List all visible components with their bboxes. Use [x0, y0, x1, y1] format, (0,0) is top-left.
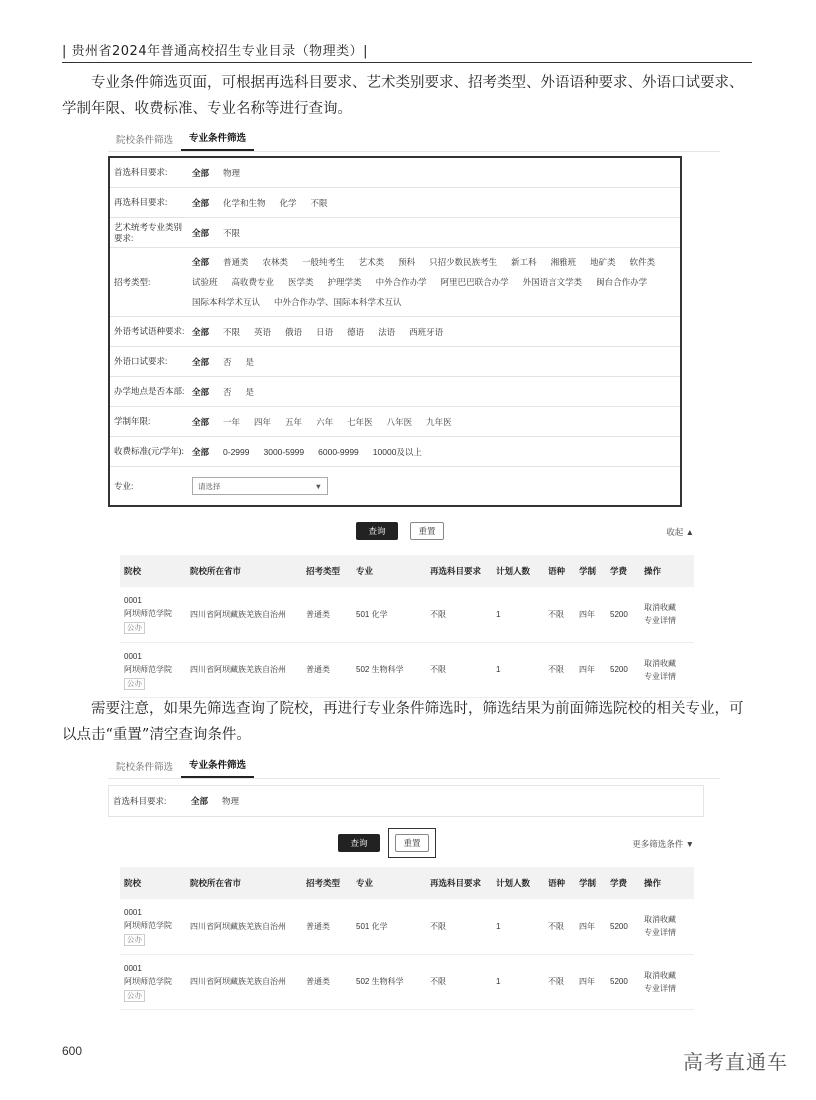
filter-option[interactable]: 是: [245, 386, 255, 397]
filter-option[interactable]: 中外合作办学: [375, 277, 427, 287]
type-cell: 普通类: [302, 642, 352, 697]
province-cell: 四川省阿坝藏族羌族自治州: [186, 899, 302, 954]
subject-cell: 不限: [426, 899, 492, 954]
lang-cell: 不限: [544, 899, 575, 954]
column-header: 学费: [606, 555, 640, 587]
type-cell: 普通类: [302, 954, 352, 1009]
filter-option[interactable]: 农林类: [262, 257, 289, 267]
school-name[interactable]: 阿坝师范学院: [124, 976, 172, 986]
action-cell: [640, 642, 694, 697]
filter-option[interactable]: 阿里巴巴联合办学: [440, 277, 509, 287]
filter-option[interactable]: 一般纯考生: [302, 257, 345, 267]
intro-paragraph: 专业条件筛选页面，可根据再选科目要求、艺术类别要求、招考类型、外语语种要求、外语口试要求、学制年限、收费标准、专业名称等进行查询。: [62, 75, 744, 117]
filter-option[interactable]: 全部: [192, 227, 210, 238]
filter-option[interactable]: 闽台合作办学: [596, 277, 648, 287]
filter-row: [110, 248, 680, 317]
filter-option[interactable]: 中外合作办学、国际本科学术互认: [274, 297, 402, 307]
page-number: 600: [62, 1044, 83, 1058]
column-header: 院校所在省市: [186, 867, 302, 899]
column-header: 专业: [352, 555, 426, 587]
filter-label: 首选科目要求:: [113, 795, 167, 806]
lang-cell: 不限: [544, 954, 575, 1009]
years-cell: 四年: [575, 642, 606, 697]
filter-row: [110, 377, 680, 407]
filter-option[interactable]: 外国语言文学类: [522, 277, 583, 287]
filter-option[interactable]: 化学和生物: [223, 197, 266, 208]
filter-row: [110, 317, 680, 347]
filter-option[interactable]: 全部: [192, 257, 210, 267]
years-cell: 四年: [575, 954, 606, 1009]
reset-button[interactable]: 重置: [410, 522, 444, 540]
major-detail-link[interactable]: 专业详情: [644, 983, 676, 993]
filter-option[interactable]: 只招少数民族考生: [429, 257, 498, 267]
major-select[interactable]: [192, 477, 328, 495]
filter-option[interactable]: 全部: [192, 416, 210, 427]
filter-option[interactable]: 九年医: [426, 416, 452, 427]
school-cell: [120, 899, 186, 954]
school-code: 0001: [124, 963, 142, 973]
filter-options: [192, 248, 680, 316]
major-detail-link[interactable]: 专业详情: [644, 928, 676, 938]
filter-option[interactable]: 四年: [254, 416, 272, 427]
column-header: 招考类型: [302, 555, 352, 587]
major-cell: 501 化学: [352, 587, 426, 642]
filter-options: [192, 348, 680, 376]
column-header: 计划人数: [492, 555, 544, 587]
tab-school-filter[interactable]: 院校条件筛选: [116, 135, 174, 146]
page-header: | 贵州省2024年普通高校招生专业目录（物理类）|: [62, 44, 368, 59]
tab-major-filter[interactable]: 专业条件筛选: [181, 130, 254, 151]
filter-options: [192, 318, 680, 346]
filter-option[interactable]: 物理: [223, 167, 241, 178]
filter-option[interactable]: 医学类: [288, 277, 314, 287]
filter-options: [192, 219, 680, 247]
filter-options: [192, 467, 680, 505]
filter-option[interactable]: 护理学类: [327, 277, 362, 287]
school-cell: [120, 587, 186, 642]
note-paragraph: 需要注意，如果先筛选查询了院校，再进行专业条件筛选时，筛选结果为前面筛选院校的相关专业，可以点击“重置”清空查询条件。: [62, 701, 744, 743]
filter-option[interactable]: 艺术类: [358, 257, 385, 267]
filter-option[interactable]: 软件类: [629, 257, 656, 267]
column-header: 院校: [120, 555, 186, 587]
major-cell: 502 生物科学: [352, 642, 426, 697]
filter-option[interactable]: 国际本科学术互认: [192, 297, 261, 307]
lang-cell: 不限: [544, 642, 575, 697]
filter-option[interactable]: 6000-9999: [318, 446, 359, 457]
filter-label: 艺术统考专业类别要求:: [114, 221, 183, 243]
filter-options: [191, 787, 703, 815]
school-name[interactable]: 阿坝师范学院: [124, 664, 172, 674]
filter-row: [110, 158, 680, 188]
filter-row: [110, 407, 680, 437]
filter-label: 学制年限:: [114, 416, 151, 426]
filter-option[interactable]: 10000及以上: [372, 446, 422, 457]
filter-option[interactable]: 俄语: [285, 326, 303, 337]
school-name[interactable]: 阿坝师范学院: [124, 609, 172, 619]
filter-option[interactable]: 七年医: [347, 416, 373, 427]
action-cell: [640, 954, 694, 1009]
filter-option[interactable]: 否: [223, 386, 232, 397]
subject-cell: 不限: [426, 587, 492, 642]
school-type-badge: 公办: [124, 990, 145, 1002]
major-detail-link[interactable]: 专业详情: [644, 616, 676, 626]
fee-cell: 5200: [606, 642, 640, 697]
province-cell: 四川省阿坝藏族羌族自治州: [186, 642, 302, 697]
table-row: [120, 587, 694, 642]
filter-row: [110, 188, 680, 218]
filter-option[interactable]: 普通类: [223, 257, 249, 267]
collapse-toggle[interactable]: 收起 ▲: [666, 527, 694, 537]
query-button-2[interactable]: 查询: [338, 834, 380, 852]
filter-option[interactable]: 西班牙语: [409, 326, 444, 337]
plan-cell: 1: [492, 642, 544, 697]
school-type-badge: 公办: [124, 622, 145, 634]
filter-option[interactable]: 湘雅班: [550, 257, 577, 267]
filter-options: [192, 408, 680, 436]
header-rule: [62, 62, 752, 63]
table-row: [120, 954, 694, 1009]
filter-option[interactable]: 3000-5999: [263, 446, 305, 457]
filter-option[interactable]: 地矿类: [590, 257, 616, 267]
filter-option[interactable]: 化学: [279, 197, 297, 208]
column-header: 计划人数: [492, 867, 544, 899]
results-table-2: [120, 867, 694, 1010]
watermark: 高考直通车: [683, 1050, 788, 1074]
column-header: 学制: [575, 555, 606, 587]
screenshot-reset-example: [108, 757, 720, 1010]
filter-option[interactable]: 新工科: [511, 257, 537, 267]
query-button[interactable]: 查询: [356, 522, 398, 540]
filter-option[interactable]: 高收费专业: [231, 277, 275, 287]
filter-label: 招考类型:: [114, 276, 151, 287]
filter-option[interactable]: 五年: [285, 416, 303, 427]
lang-cell: 不限: [544, 587, 575, 642]
filter-option[interactable]: 预科: [398, 257, 416, 267]
filter-option[interactable]: 不限: [310, 197, 328, 208]
filter-label: 外语口试要求:: [114, 356, 168, 366]
select-placeholder: 请选择: [198, 481, 221, 491]
button-bar-2: [108, 831, 720, 859]
column-header: 语种: [544, 867, 575, 899]
filter-option[interactable]: 六年: [316, 416, 334, 427]
simple-filter-row: [108, 785, 704, 817]
column-header: 语种: [544, 555, 575, 587]
column-header: 再选科目要求: [426, 555, 492, 587]
filter-row-major: [110, 467, 680, 505]
school-name[interactable]: 阿坝师范学院: [124, 921, 172, 931]
action-cell: [640, 587, 694, 642]
filter-option[interactable]: 物理: [222, 796, 240, 806]
filter-option[interactable]: 一年: [223, 416, 241, 427]
table-row: [120, 899, 694, 954]
unfavorite-link[interactable]: 取消收藏: [644, 915, 676, 925]
filter-option[interactable]: 日语: [316, 326, 334, 337]
column-header: 操作: [640, 867, 694, 899]
filter-option[interactable]: 法语: [378, 326, 396, 337]
more-filters-toggle[interactable]: 更多筛选条件 ▼: [632, 839, 694, 849]
filter-tabs: [108, 130, 720, 152]
column-header: 专业: [352, 867, 426, 899]
column-header: 学费: [606, 867, 640, 899]
filter-option[interactable]: 全部: [192, 446, 210, 457]
type-cell: 普通类: [302, 899, 352, 954]
filter-options: [192, 438, 680, 466]
filter-option[interactable]: 全部: [192, 386, 210, 397]
column-header: 学制: [575, 867, 606, 899]
filter-row: [110, 437, 680, 467]
column-header: 招考类型: [302, 867, 352, 899]
plan-cell: 1: [492, 954, 544, 1009]
school-code: 0001: [124, 651, 142, 661]
filter-option[interactable]: 德语: [347, 326, 365, 337]
filter-label: 专业:: [114, 480, 134, 491]
subject-cell: 不限: [426, 954, 492, 1009]
school-cell: [120, 954, 186, 1009]
fee-cell: 5200: [606, 587, 640, 642]
school-type-badge: 公办: [124, 678, 145, 690]
major-detail-link[interactable]: 专业详情: [644, 671, 676, 681]
major-cell: 501 化学: [352, 899, 426, 954]
filter-option[interactable]: 不限: [223, 227, 241, 238]
subject-cell: 不限: [426, 642, 492, 697]
tab-school-filter-2[interactable]: 院校条件筛选: [116, 762, 174, 773]
fee-cell: 5200: [606, 954, 640, 1009]
plan-cell: 1: [492, 587, 544, 642]
school-code: 0001: [124, 596, 142, 606]
table-header-row: [120, 867, 694, 899]
filter-label: 首选科目要求:: [114, 167, 168, 177]
button-bar: [108, 519, 720, 547]
results-table: [120, 555, 694, 698]
filter-option[interactable]: 试验班: [192, 277, 218, 287]
screenshot-full-filter: [108, 130, 720, 698]
column-header: 院校: [120, 867, 186, 899]
type-cell: 普通类: [302, 587, 352, 642]
column-header: 操作: [640, 555, 694, 587]
school-type-badge: 公办: [124, 934, 145, 946]
fee-cell: 5200: [606, 899, 640, 954]
filter-tabs-2: [108, 757, 720, 779]
filter-row: [110, 347, 680, 377]
unfavorite-link[interactable]: 取消收藏: [644, 658, 676, 668]
plan-cell: 1: [492, 899, 544, 954]
filter-option[interactable]: 是: [245, 356, 255, 367]
filter-options: [192, 159, 680, 187]
table-header-row: [120, 555, 694, 587]
filter-option[interactable]: 0-2999: [223, 446, 250, 457]
tab-major-filter-2[interactable]: 专业条件筛选: [181, 757, 254, 778]
filter-option[interactable]: 八年医: [386, 416, 413, 427]
filter-option[interactable]: 全部: [192, 167, 210, 178]
province-cell: 四川省阿坝藏族羌族自治州: [186, 587, 302, 642]
filter-label: 收费标准(元/学年):: [114, 446, 184, 456]
filter-option[interactable]: 全部: [191, 796, 209, 806]
school-code: 0001: [124, 908, 142, 918]
filter-option[interactable]: 全部: [192, 356, 210, 367]
table-row: [120, 642, 694, 697]
years-cell: 四年: [575, 587, 606, 642]
unfavorite-link[interactable]: 取消收藏: [644, 603, 676, 613]
reset-button-2[interactable]: 重置: [395, 834, 429, 852]
filter-option[interactable]: 否: [223, 356, 232, 367]
filter-label: 再选科目要求:: [114, 197, 168, 207]
filter-label: 办学地点是否本部:: [114, 386, 185, 396]
filter-option[interactable]: 不限: [223, 326, 241, 337]
filter-option[interactable]: 英语: [254, 326, 272, 337]
chevron-down-icon: ▼: [314, 481, 322, 491]
filter-label: 外语考试语种要求:: [114, 326, 185, 336]
filter-options: [192, 378, 680, 406]
unfavorite-link[interactable]: 取消收藏: [644, 970, 676, 980]
column-header: 院校所在省市: [186, 555, 302, 587]
school-cell: [120, 642, 186, 697]
major-cell: 502 生物科学: [352, 954, 426, 1009]
years-cell: 四年: [575, 899, 606, 954]
filter-option[interactable]: 全部: [192, 197, 210, 208]
filter-row: [110, 218, 680, 248]
action-cell: [640, 899, 694, 954]
filter-box: [108, 156, 682, 507]
filter-option[interactable]: 全部: [192, 326, 210, 337]
filter-options: [192, 189, 680, 217]
province-cell: 四川省阿坝藏族羌族自治州: [186, 954, 302, 1009]
column-header: 再选科目要求: [426, 867, 492, 899]
